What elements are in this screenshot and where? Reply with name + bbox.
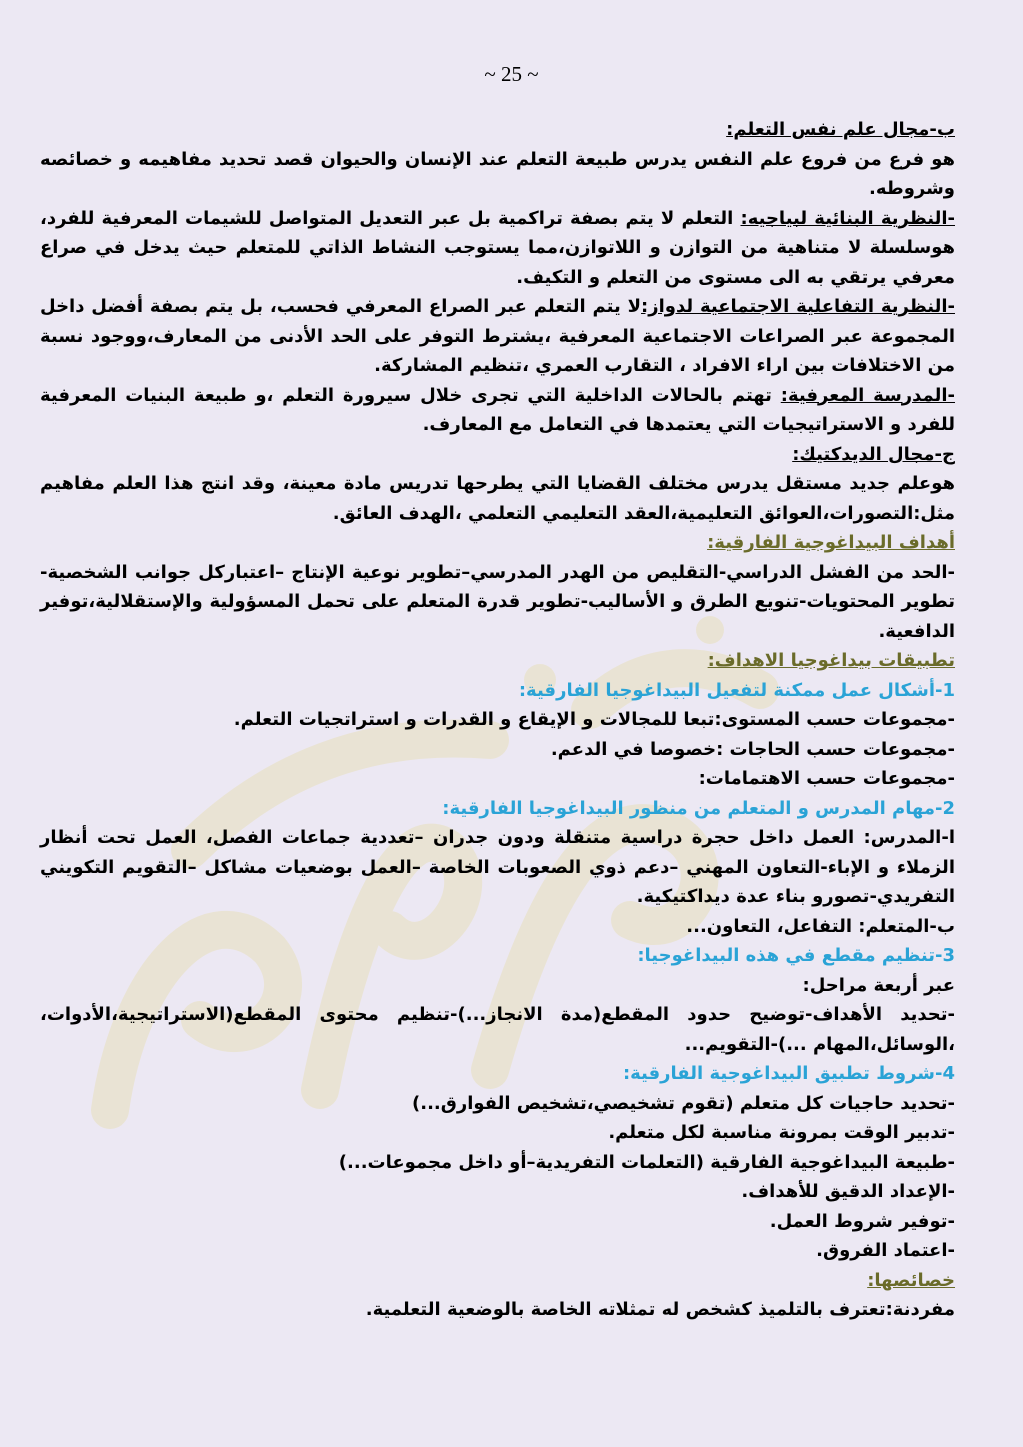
condition-item: -طبيعة البيداغوجية الفارقية (التعلمات التفريدية–أو داخل مجموعات...) <box>338 1151 955 1173</box>
condition-item: -تحديد حاجيات كل متعلم (تقوم تشخيصي،تشخيص الفوارق...) <box>412 1092 955 1114</box>
subsection-3-title: 3-تنظيم مقطع في هذه البيداغوجيا: <box>637 945 955 966</box>
teacher-role: ا-المدرس: العمل داخل حجرة دراسية متنقلة ودون جدران –تعددية جماعات الفصل، العمل تحت أنظار الزملاء و الإباء-التعاون المهني –دعم ذوي الصعوبات الخاصة –العمل بوضعيات مشاكل –التقويم التكويني التفريدي-تصورو بناء عدة ديداكتيكية. <box>40 827 955 907</box>
cognitive-paragraph <box>40 381 955 440</box>
piaget-label: -النظرية البنائية لبياجيه: <box>740 207 955 229</box>
document-body <box>40 115 955 1325</box>
condition-item: -اعتماد الفروق. <box>816 1240 955 1261</box>
learner-role: ب-المتعلم: التفاعل، التعاون... <box>686 915 955 937</box>
subsection-1-item: -مجموعات حسب الحاجات :خصوصا في الدعم. <box>550 738 955 760</box>
cognitive-body: تهتم بالحالات الداخلية التي تجرى خلال سيرورة التعلم ،و طبيعة البنيات المعرفية للفرد و الاستراتيجيات التي يعتمدها في التعامل مع المعارف. <box>40 384 955 435</box>
doise-label: -النظرية التفاعلية الاجتماعية لدواز: <box>641 296 955 317</box>
condition-item: -توفير شروط العمل. <box>769 1210 955 1232</box>
subsection-3-intro: عبر أربعة مراحل: <box>802 974 955 996</box>
applications-title: تطبيقات بيداغوجيا الاهداف: <box>707 650 955 671</box>
section-c-title: ج-مجال الديدكتيك: <box>792 443 955 465</box>
doise-paragraph <box>40 292 955 381</box>
section-b-title: ب-مجال علم نفس التعلم: <box>726 119 955 140</box>
piaget-body: التعلم لا يتم بصفة تراكمية بل عبر التعديل المتواصل للشيمات المعرفية للفرد، هوسلسلة لا متناهية من التوازن و اللاتوازن،مما يستوجب النشاط الذاتي للمتعلم حيث يدخل في صراع معرفي يرتقي به الى مستوى من التعلم و التكيف. <box>40 207 955 288</box>
subsection-1-title: 1-أشكال عمل ممكنة لتفعيل البيداغوجيا الفارقية: <box>518 679 955 701</box>
subsection-3-body: -تحديد الأهداف-توضيح حدود المقطع(مدة الانجاز...)-تنظيم محتوى المقطع(الاستراتيجية،الأدوات، ،الوسائل،المهام ...)-التقويم... <box>40 1004 955 1055</box>
cognitive-label: -المدرسة المعرفية: <box>780 384 955 406</box>
piaget-paragraph <box>40 204 955 293</box>
subsection-1-item: -مجموعات حسب الاهتمامات: <box>698 768 955 789</box>
features-title: خصائصها: <box>867 1269 955 1291</box>
section-b-body: هو فرع من فروع علم النفس يدرس طبيعة التعلم عند الإنسان والحيوان قصد تحديد مفاهيمه و خصائصه وشروطه. <box>40 148 955 199</box>
subsection-1-item: -مجموعات حسب المستوى:تبعا للمجالات و الإيقاع و القدرات و استراتجيات التعلم. <box>233 709 955 730</box>
goals-body: -الحد من الفشل الدراسي-التقليص من الهدر المدرسي–تطوير نوعية الإنتاج –اعتباركل جوانب الشخصية- تطوير المحتويات-تنويع الطرق و الأساليب-تطوير قدرة المتعلم على تحمل المسؤولية والإستقلالية،توفير الدافعية. <box>40 561 955 642</box>
condition-item: -الإعداد الدقيق للأهداف. <box>741 1181 955 1202</box>
subsection-2-title: 2-مهام المدرس و المتعلم من منظور البيداغوجيا الفارقية: <box>442 797 955 819</box>
goals-title: أهداف البيداغوجية الفارقية: <box>707 532 955 553</box>
condition-item: -تدبير الوقت بمرونة مناسبة لكل متعلم. <box>608 1122 955 1143</box>
features-body: مفردنة:تعترف بالتلميذ كشخص له تمثلاته الخاصة بالوضعية التعلمية. <box>365 1299 955 1320</box>
page-number: ~ 25 ~ <box>484 62 539 86</box>
doise-body: لا يتم التعلم عبر الصراع المعرفي فحسب، بل يتم بصفة أفضل داخل المجموعة عبر الصراعات الاجتماعية المعرفية ،يشترط التوفر على الحد الأدنى من المعارف،ووجود نسبة من الاختلافات بين اراء الافراد ، التقارب العمري ،تنظيم المشاركة. <box>40 296 955 376</box>
section-c-body: هوعلم جديد مستقل يدرس مختلف القضايا التي يطرحها تدريس مادة معينة، وقد انتج هذا العلم مفاهيم مثل:التصورات،العوائق التعليمية،العقد التعليمي التعلمي ،الهدف العائق. <box>40 473 955 524</box>
subsection-4-title: 4-شروط تطبيق البيداغوجية الفارقية: <box>622 1063 955 1084</box>
